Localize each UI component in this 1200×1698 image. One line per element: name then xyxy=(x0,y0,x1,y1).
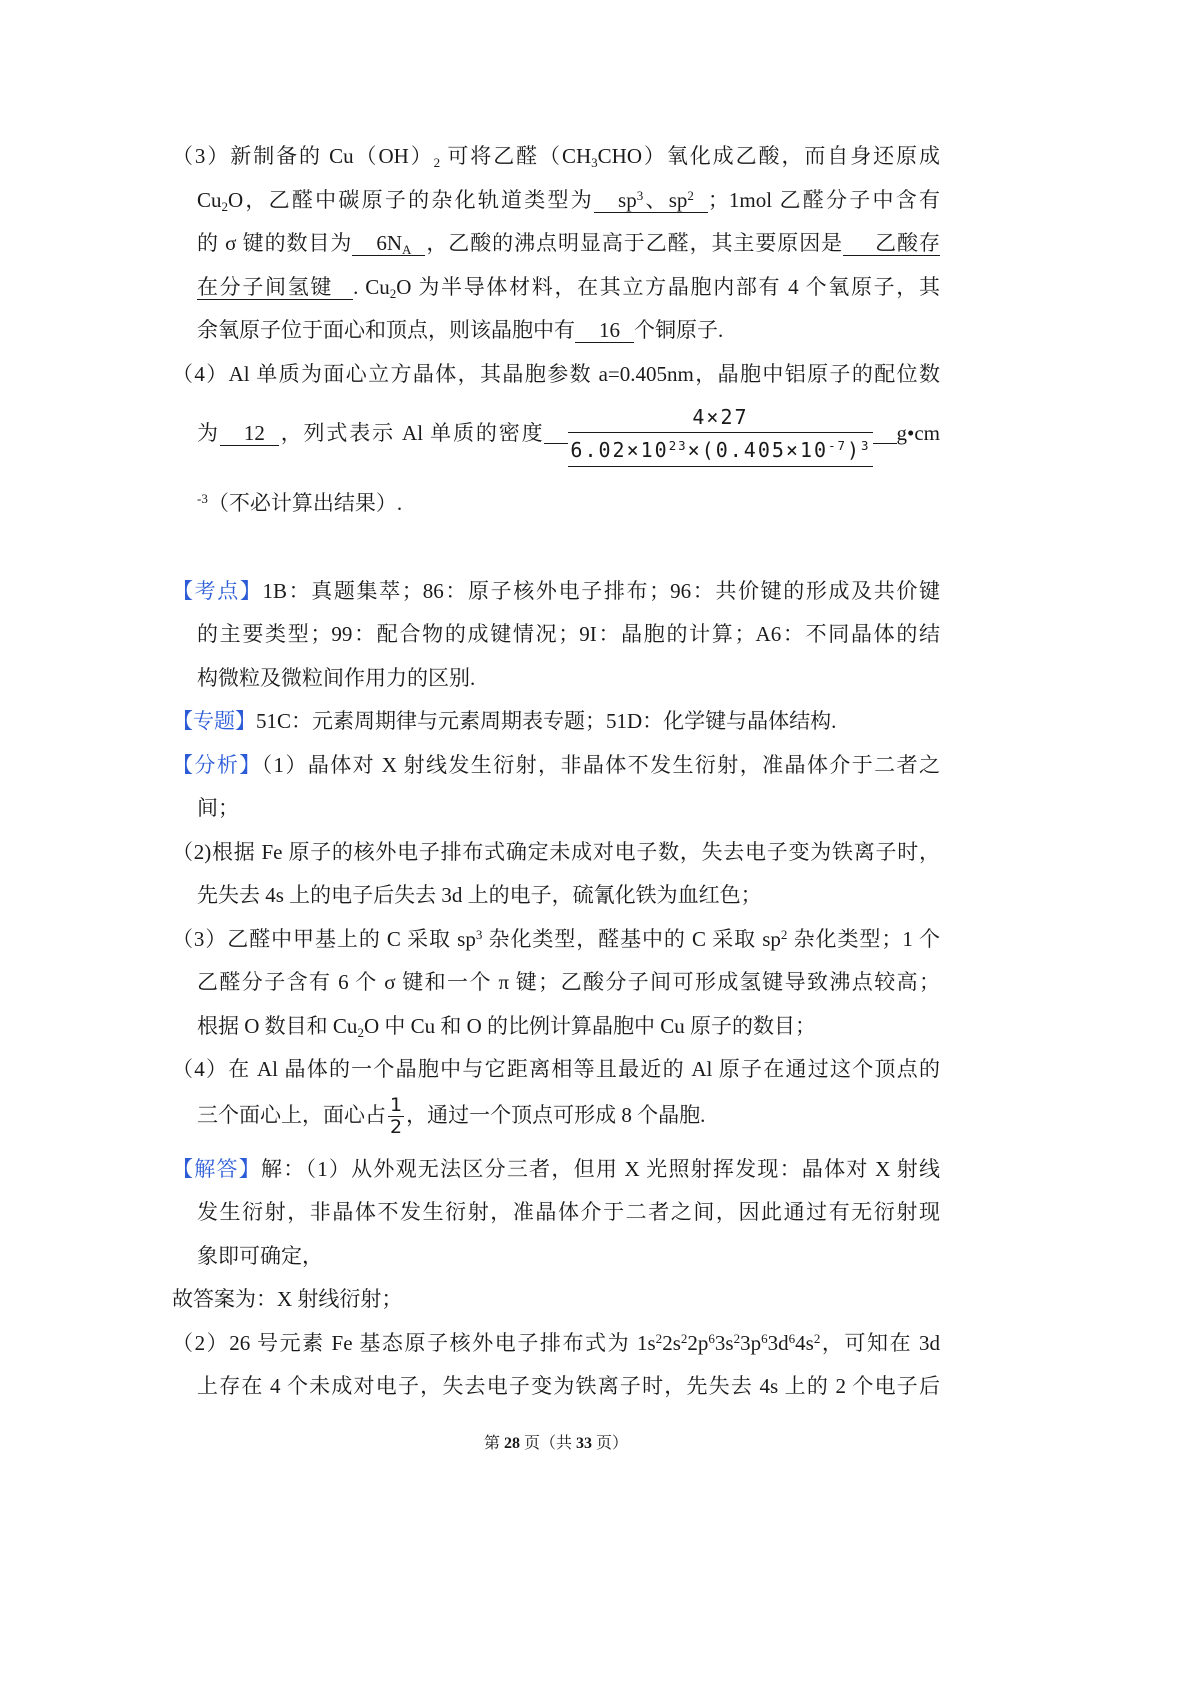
density-formula xyxy=(568,404,872,467)
footer-prefix: 第 xyxy=(483,1435,504,1452)
numerator: 1 xyxy=(390,1093,403,1116)
denominator: 2 xyxy=(390,1115,403,1138)
section-label-fenxi: 【分析】 xyxy=(172,752,262,777)
superscript: 3 xyxy=(636,187,644,203)
superscript: -7 xyxy=(828,437,847,453)
jieda-line xyxy=(172,1148,940,1192)
page-footer xyxy=(172,1433,940,1455)
jieda-line: 上存在 4 个未成对电子，失去电子变为铁离子时，先失去 4s 上的 2 个电子后 xyxy=(197,1374,940,1399)
answer-page-body xyxy=(172,135,940,1409)
superscript: -3 xyxy=(197,490,208,506)
superscript: 2 xyxy=(780,926,788,942)
fenxi-line: （3）乙醛中甲基上的 C 采取 $sp^3$ 杂化类型，醛基中的 C 采取 $sp^2$ 杂化类型；1 个 xyxy=(172,926,940,951)
superscript: 6 xyxy=(788,1330,796,1346)
question-4-line: $^{-3}$（不必计算出结果）. xyxy=(197,490,403,515)
section-label-jieda: 【解答】 xyxy=(172,1156,261,1181)
superscript: 2 xyxy=(680,1330,688,1346)
superscript: 2 xyxy=(813,1330,821,1346)
kaodian-line xyxy=(172,570,940,614)
subscript: 3 xyxy=(591,154,598,170)
fenxi-line: （4）在 Al 晶体的一个晶胞中与它距离相等且最近的 Al 原子在通过这个顶点的 xyxy=(172,1057,940,1081)
page-total: 33 xyxy=(576,1435,592,1452)
jieda-text: 解：（1）从外观无法区分三者，但用 X 光照射挥发现：晶体对 X 射线 xyxy=(260,1156,940,1181)
section-label-kaodian: 【考点】 xyxy=(172,578,263,603)
jieda-line: （2）26 号元素 Fe 基态原子核外电子排布式为 $1s^22s^22p^63s^23p^63d^64s^2$，可知在 3d xyxy=(172,1330,941,1355)
answer-blank-end: 在分子间氢键 xyxy=(197,275,353,300)
fenxi-line: 三个面心上，面心占 $\frac{1}{2}$ ，通过一个顶点可形成 8 个晶胞. xyxy=(197,1093,706,1138)
zhuanti-text: 51C：元素周期律与元素周期表专题；51D：化学键与晶体结构. xyxy=(256,709,837,733)
superscript: 2 xyxy=(687,187,694,203)
fenxi-line xyxy=(172,744,940,788)
kaodian-line: 构微粒及微粒间作用力的区别. xyxy=(197,665,476,690)
jieda-line: 故答案为：X 射线衍射； xyxy=(172,1287,403,1312)
subscript: 2 xyxy=(357,1024,364,1040)
superscript: 2 xyxy=(733,1330,741,1346)
question-3-line: 在分子间氢键 . Cu2O 为半导体材料，在其立方晶胞内部有 4 个氧原子，其 xyxy=(197,274,940,301)
fenxi-line: （2)根据 Fe 原子的核外电子排布式确定未成对电子数，失去电子变为铁离子时， xyxy=(172,839,940,864)
fenxi-line: 乙醛分子含有 6 个 σ 键和一个 π 键；乙酸分子间可形成氢键导致沸点较高； xyxy=(197,970,940,994)
section-label-zhuanti: 【专题】 xyxy=(172,709,256,733)
fenxi-line: 根据 O 数目和 Cu2O 中 Cu 和 O 的比例计算晶胞中 Cu 原子的数目； xyxy=(197,1013,817,1040)
question-3-line: Cu2O，乙醛中碳原子的杂化轨道类型为 $sp^3$、$sp^2$ ；1mol 乙醛分子中含有 xyxy=(197,187,940,214)
subscript: 2 xyxy=(221,198,229,214)
question-3-line: 余氧原子位于面心和顶点，则该晶胞中有 16 个铜原子. xyxy=(197,318,724,342)
footer-middle: 页（共 xyxy=(519,1435,576,1452)
kaodian-text: 1B：真题集萃；86：原子核外电子排布；96：共价键的形成及共价键 xyxy=(262,578,940,603)
page-number: 28 xyxy=(503,1435,520,1452)
question-4-density-line: 为 12 ，列式表示 Al 单质的密度 $\frac{4\times 27}{6.02\times 10^{23}\times(0.405\times 10^{-7})^3}$ g•cm xyxy=(197,396,940,470)
zhuanti-line xyxy=(172,700,940,744)
denominator: $6.02\times 10^{23}\times(0.405\times 10^{-7})^3$ xyxy=(568,432,872,463)
footer-suffix: 页） xyxy=(592,1435,629,1452)
answer-blank: $sp^3$、$sp^2$ xyxy=(594,188,708,213)
question-3-line: 的 σ 键的数目为 6NA ，乙酸的沸点明显高于乙醛，其主要原因是 乙酸存 xyxy=(197,231,940,257)
fenxi-line: 间； xyxy=(197,796,239,820)
superscript: 6 xyxy=(708,1330,715,1346)
subscript: A xyxy=(401,241,412,257)
question-4-line: （4）Al 单质为面心立方晶体，其晶胞参数 a=0.405nm，晶胞中铝原子的配位数 xyxy=(172,361,940,386)
superscript: 2 xyxy=(655,1330,663,1346)
fenxi-line: 先失去 4s 上的电子后失去 3d 上的电子，硫氰化铁为血红色； xyxy=(197,883,762,907)
answer-blank: 12 xyxy=(220,421,279,446)
fenxi-text: （1）晶体对 X 射线发生衍射，非晶体不发生衍射，准晶体介于二者之 xyxy=(261,752,940,777)
jieda-line: 象即可确定， xyxy=(197,1243,323,1268)
question-3-line: （3）新制备的 Cu（OH）2 可将乙醛（CH3CHO）氧化成乙酸，而自身还原成 xyxy=(172,144,940,170)
answer-blank-start: 乙酸存 xyxy=(843,231,940,256)
numerator: 4×27 xyxy=(692,404,749,429)
subscript: 2 xyxy=(433,154,441,170)
subscript: 2 xyxy=(389,285,397,301)
superscript: 3 xyxy=(861,437,871,453)
fraction xyxy=(388,1093,404,1138)
answer-blank: 6NA xyxy=(352,231,425,256)
jieda-line: 发生衍射，非晶体不发生衍射，准晶体介于二者之间，因此通过有无衍射现 xyxy=(197,1200,940,1225)
superscript: 3 xyxy=(475,926,483,942)
answer-blank: 16 xyxy=(575,318,634,343)
kaodian-line: 的主要类型；99：配合物的成键情况；9I：晶胞的计算；A6：不同晶体的结 xyxy=(197,622,940,646)
superscript: 6 xyxy=(761,1330,768,1346)
superscript: 23 xyxy=(668,437,688,453)
